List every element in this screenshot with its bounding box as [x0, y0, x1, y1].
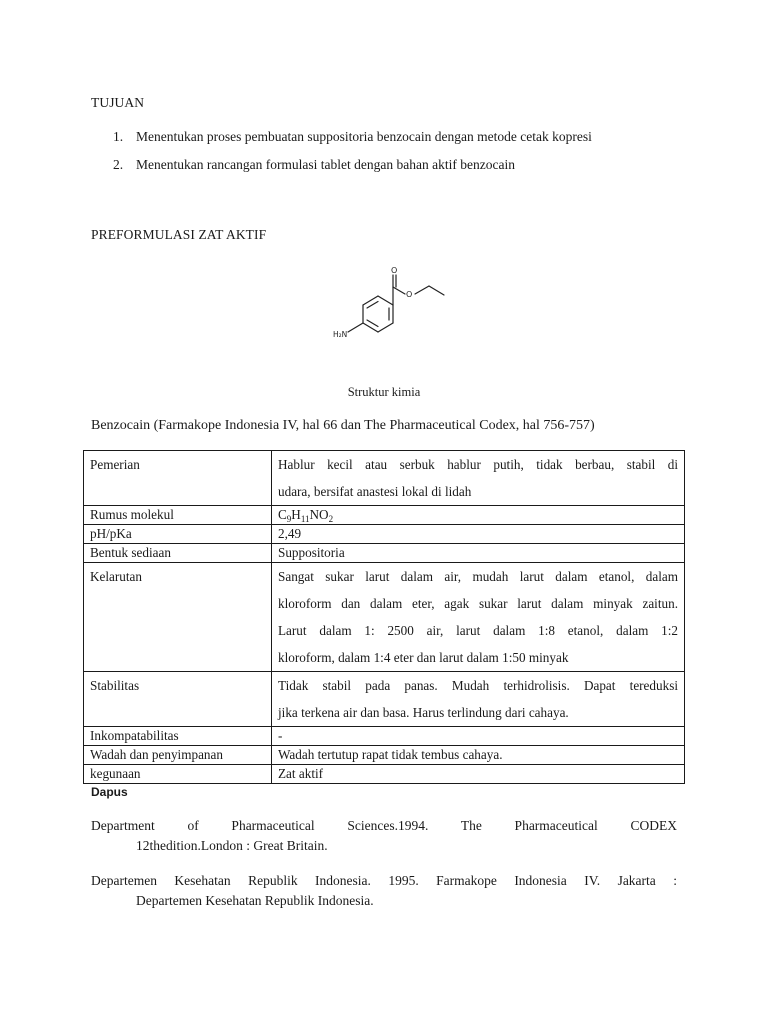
- table-value-line: udara, bersifat anastesi lokal di lidah: [278, 484, 472, 499]
- preformulasi-heading: PREFORMULASI ZAT AKTIF: [91, 227, 267, 242]
- table-row: [84, 506, 685, 525]
- structure-caption: Struktur kimia: [347, 385, 421, 399]
- table-key: Bentuk sediaan: [84, 544, 272, 563]
- table-row: [84, 451, 685, 506]
- reference-line: Department of Pharmaceutical Sciences.1994. The Pharmaceutical CODEX: [91, 818, 677, 833]
- table-key: Wadah dan penyimpanan: [84, 746, 272, 765]
- reference-line: Departemen Kesehatan Republik Indonesia.: [136, 893, 374, 908]
- table-value-line: kloroform, dalam 1:4 eter dan larut dalam 1:50 minyak: [278, 650, 569, 665]
- table-value: [272, 672, 685, 727]
- reference-entry: [91, 871, 677, 911]
- table-key: Stabilitas: [84, 672, 272, 727]
- table-row: [84, 672, 685, 727]
- table-key: pH/pKa: [84, 525, 272, 544]
- table-row: [84, 765, 685, 784]
- table-row: [84, 746, 685, 765]
- table-key: Kelarutan: [84, 563, 272, 672]
- benzocain-intro: Benzocain (Farmakope Indonesia IV, hal 66 dan The Pharmaceutical Codex, hal 756-757): [91, 418, 595, 433]
- table-row: [84, 563, 685, 672]
- table-key: Rumus molekul: [84, 506, 272, 525]
- table-value-line: jika terkena air dan basa. Harus terlindung dari cahaya.: [278, 705, 569, 720]
- table-key: kegunaan: [84, 765, 272, 784]
- list-item-text: Menentukan rancangan formulasi tablet dengan bahan aktif benzocain: [136, 157, 515, 172]
- table-row: [84, 544, 685, 563]
- ester-oxygen-label: O: [406, 290, 413, 299]
- table-value-line: Tidak stabil pada panas. Mudah terhidrolisis. Dapat tereduksi: [278, 678, 678, 693]
- table-value-line: Larut dalam 1: 2500 air, larut dalam 1:8 etanol, dalam 1:2: [278, 623, 678, 638]
- table-row: [84, 525, 685, 544]
- table-value-line: Sangat sukar larut dalam air, mudah larut dalam etanol, dalam: [278, 569, 678, 584]
- table-key: Pemerian: [84, 451, 272, 506]
- list-item-text: Menentukan proses pembuatan suppositoria benzocain dengan metode cetak kopresi: [136, 129, 592, 144]
- list-item-number: 1.: [113, 129, 124, 144]
- list-item-number: 2.: [113, 157, 124, 172]
- benzocaine-structure-image: [305, 255, 475, 355]
- table-value: [272, 563, 685, 672]
- table-value: -: [272, 727, 685, 746]
- table-value: 2,49: [272, 525, 685, 544]
- carbonyl-oxygen-label: O: [391, 266, 398, 275]
- properties-table: [83, 450, 685, 784]
- table-value: Wadah tertutup rapat tidak tembus cahaya.: [272, 746, 685, 765]
- amine-label: H₂N: [333, 330, 348, 339]
- table-value-line: kloroform dan dalam eter, agak sukar larut dalam minyak zaitun.: [278, 596, 678, 611]
- table-key: Inkompatabilitas: [84, 727, 272, 746]
- table-value: Suppositoria: [272, 544, 685, 563]
- reference-line: Departemen Kesehatan Republik Indonesia. 1995. Farmakope Indonesia IV. Jakarta :: [91, 873, 677, 888]
- reference-entry: [91, 816, 677, 856]
- dapus-heading: Dapus: [91, 785, 128, 799]
- table-row: [84, 727, 685, 746]
- reference-line: 12thedition.London : Great Britain.: [136, 838, 328, 853]
- table-value-line: Hablur kecil atau serbuk hablur putih, tidak berbau, stabil di: [278, 457, 678, 472]
- table-value: Zat aktif: [272, 765, 685, 784]
- table-value: [272, 451, 685, 506]
- molecular-formula: $C_9H_{11}NO_2$: [272, 506, 685, 525]
- tujuan-heading: TUJUAN: [91, 95, 145, 110]
